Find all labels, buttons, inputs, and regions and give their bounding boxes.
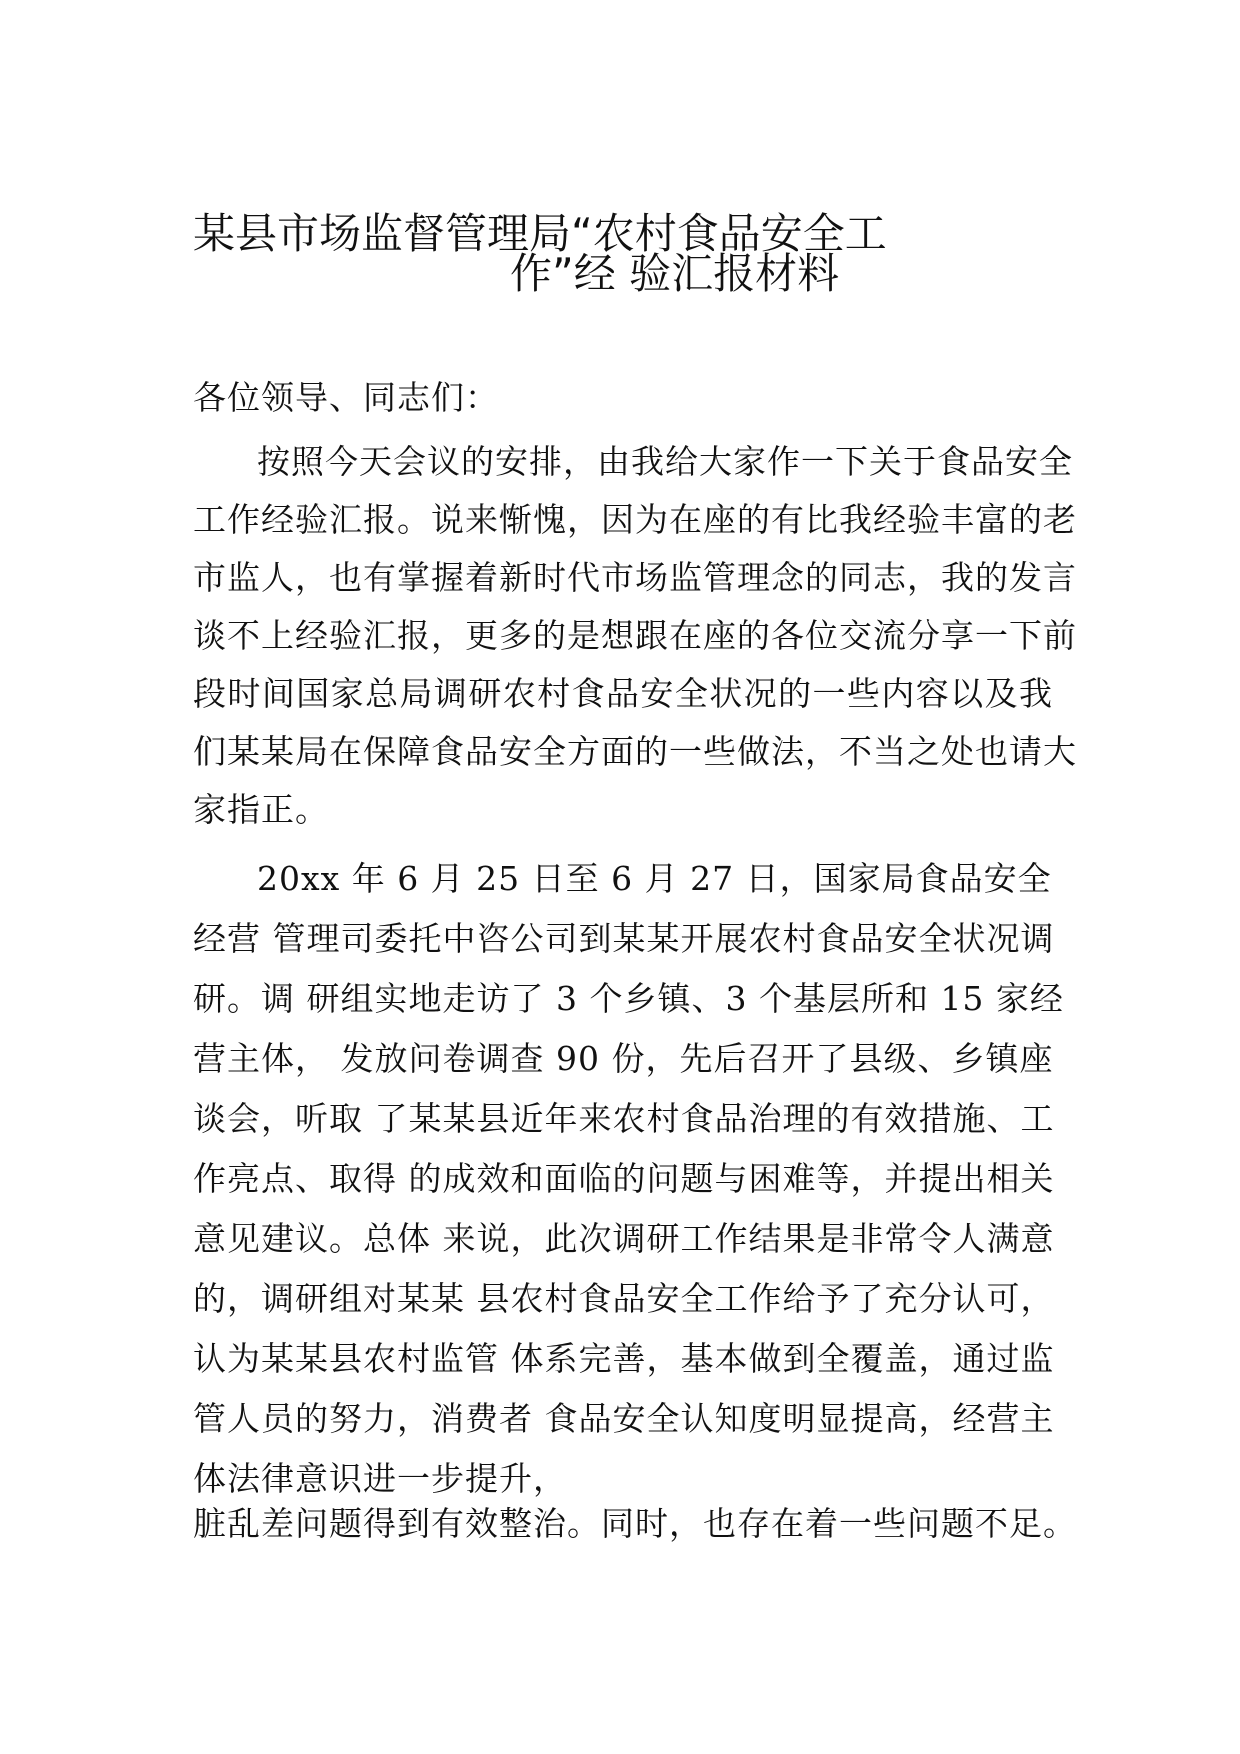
paragraph-2-line-12: 脏乱差问题得到有效整治。同时，也存在着一些问题不足。: [193, 1504, 1077, 1543]
paragraph-2-line-4: 营主体， 发放问卷调查 90 份，先后召开了县级、乡镇座: [193, 1039, 1054, 1078]
paragraph-2-line-10: 管人员的努力，消费者 食品安全认知度明显提高，经营主: [193, 1399, 1055, 1438]
paragraph-1-line-2: 工作经验汇报。说来惭愧，因为在座的有比我经验丰富的老: [193, 500, 1077, 539]
paragraph-2-line-6: 作亮点、取得 的成效和面临的问题与困难等，并提出相关: [193, 1159, 1055, 1198]
paragraph-2-line-3: 研。调 研组实地走访了 3 个乡镇、3 个基层所和 15 家经: [193, 979, 1064, 1018]
document-title-line-1: 某县市场监督管理局“农村食品安全工: [193, 209, 887, 258]
paragraph-1-line-4: 谈不上经验汇报，更多的是想跟在座的各位交流分享一下前: [193, 616, 1077, 655]
paragraph-2-line-9: 认为某某县农村监管 体系完善，基本做到全覆盖，通过监: [193, 1339, 1055, 1378]
document-title-line-2: 作”经 验汇报材料: [510, 249, 840, 298]
paragraph-1-line-6: 们某某局在保障食品安全方面的一些做法，不当之处也请大: [193, 732, 1077, 771]
paragraph-1-line-3: 市监人，也有掌握着新时代市场监管理念的同志，我的发言: [193, 558, 1077, 597]
salutation: 各位领导、同志们：: [193, 378, 499, 417]
paragraph-2-line-5: 谈会，听取 了某某县近年来农村食品治理的有效措施、工: [193, 1099, 1055, 1138]
paragraph-1-line-5: 段时间国家总局调研农村食品安全状况的一些内容以及我: [193, 674, 1053, 713]
paragraph-2-line-7: 意见建议。总体 来说，此次调研工作结果是非常令人满意: [193, 1219, 1055, 1258]
paragraph-2-line-1: 20xx 年 6 月 25 日至 6 月 27 日，国家局食品安全: [257, 859, 1052, 898]
paragraph-1-line-1: 按照今天会议的安排，由我给大家作一下关于食品安全: [257, 442, 1073, 481]
paragraph-1-line-7: 家指正。: [193, 790, 329, 829]
paragraph-2-line-8: 的，调研组对某某 县农村食品安全工作给予了充分认可，: [193, 1279, 1055, 1318]
paragraph-2-line-11: 体法律意识进一步提升，: [193, 1459, 567, 1498]
paragraph-2-line-2: 经营 管理司委托中咨公司到某某开展农村食品安全状况调: [193, 919, 1055, 958]
